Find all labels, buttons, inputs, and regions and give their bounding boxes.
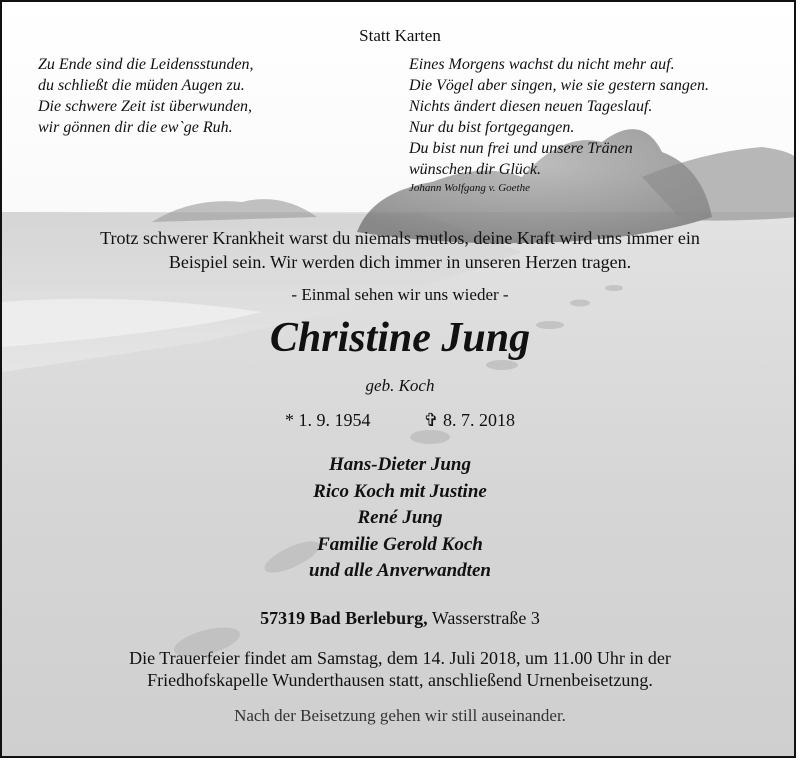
poem-right-line: Nur du bist fortgegangen. (409, 119, 575, 136)
tribute-line: Trotz schwerer Krankheit warst du niemals mutlos, deine Kraft wird uns immer ein (100, 228, 700, 248)
deceased-name: Christine Jung (269, 315, 531, 361)
address-city: 57319 Bad Berleburg, (260, 608, 428, 628)
tribute-text (2, 226, 796, 274)
poem-author: Johann Wolfgang v. Goethe (409, 182, 530, 194)
poem-left-line: Zu Ende sind die Leidensstunden, (38, 56, 254, 73)
poem-right-line: Die Vögel aber singen, wie sie gestern sangen. (409, 77, 709, 94)
address-street: Wasserstraße 3 (431, 608, 540, 628)
motto: - Einmal sehen wir uns wieder - (291, 285, 509, 304)
mourners-list (2, 452, 796, 585)
poem-left-line: wir gönnen dir die ew`ge Ruh. (38, 119, 233, 136)
poem-left-line: Die schwere Zeit ist überwunden, (38, 98, 253, 115)
header-statt-karten: Statt Karten (359, 26, 441, 45)
death-date: ✞ 8. 7. 2018 (423, 410, 516, 430)
funeral-notice (2, 647, 796, 691)
born-name: geb. Koch (365, 376, 435, 395)
birth-date: * 1. 9. 1954 (284, 410, 371, 430)
mourner: Familie Gerold Koch (317, 533, 483, 555)
poem-right-line: Nichts ändert diesen neuen Tageslauf. (409, 98, 653, 115)
poem-right-line: Du bist nun frei und unsere Tränen (409, 140, 633, 157)
poem-left (38, 54, 254, 138)
mourner: Hans-Dieter Jung (329, 454, 471, 475)
funeral-line: Die Trauerfeier findet am Samstag, dem 14. Juli 2018, um 11.00 Uhr in der (129, 648, 671, 668)
tribute-line: Beispiel sein. Wir werden dich immer in unseren Herzen tragen. (168, 252, 632, 272)
closing-line: Nach der Beisetzung gehen wir still auseinander. (234, 706, 566, 725)
poem-right-line: wünschen dir Glück. (409, 161, 541, 178)
mourner: René Jung (357, 507, 443, 528)
mourner: Rico Koch mit Justine (313, 480, 487, 502)
funeral-line: Friedhofskapelle Wunderthausen statt, anschließend Urnenbeisetzung. (147, 670, 653, 690)
mourner: und alle Anverwandten (309, 560, 491, 581)
poem-right (409, 54, 709, 180)
address (2, 608, 796, 629)
life-dates (2, 410, 796, 431)
poem-right-line: Eines Morgens wachst du nicht mehr auf. (409, 56, 675, 73)
poem-left-line: du schließt die müden Augen zu. (38, 77, 245, 94)
